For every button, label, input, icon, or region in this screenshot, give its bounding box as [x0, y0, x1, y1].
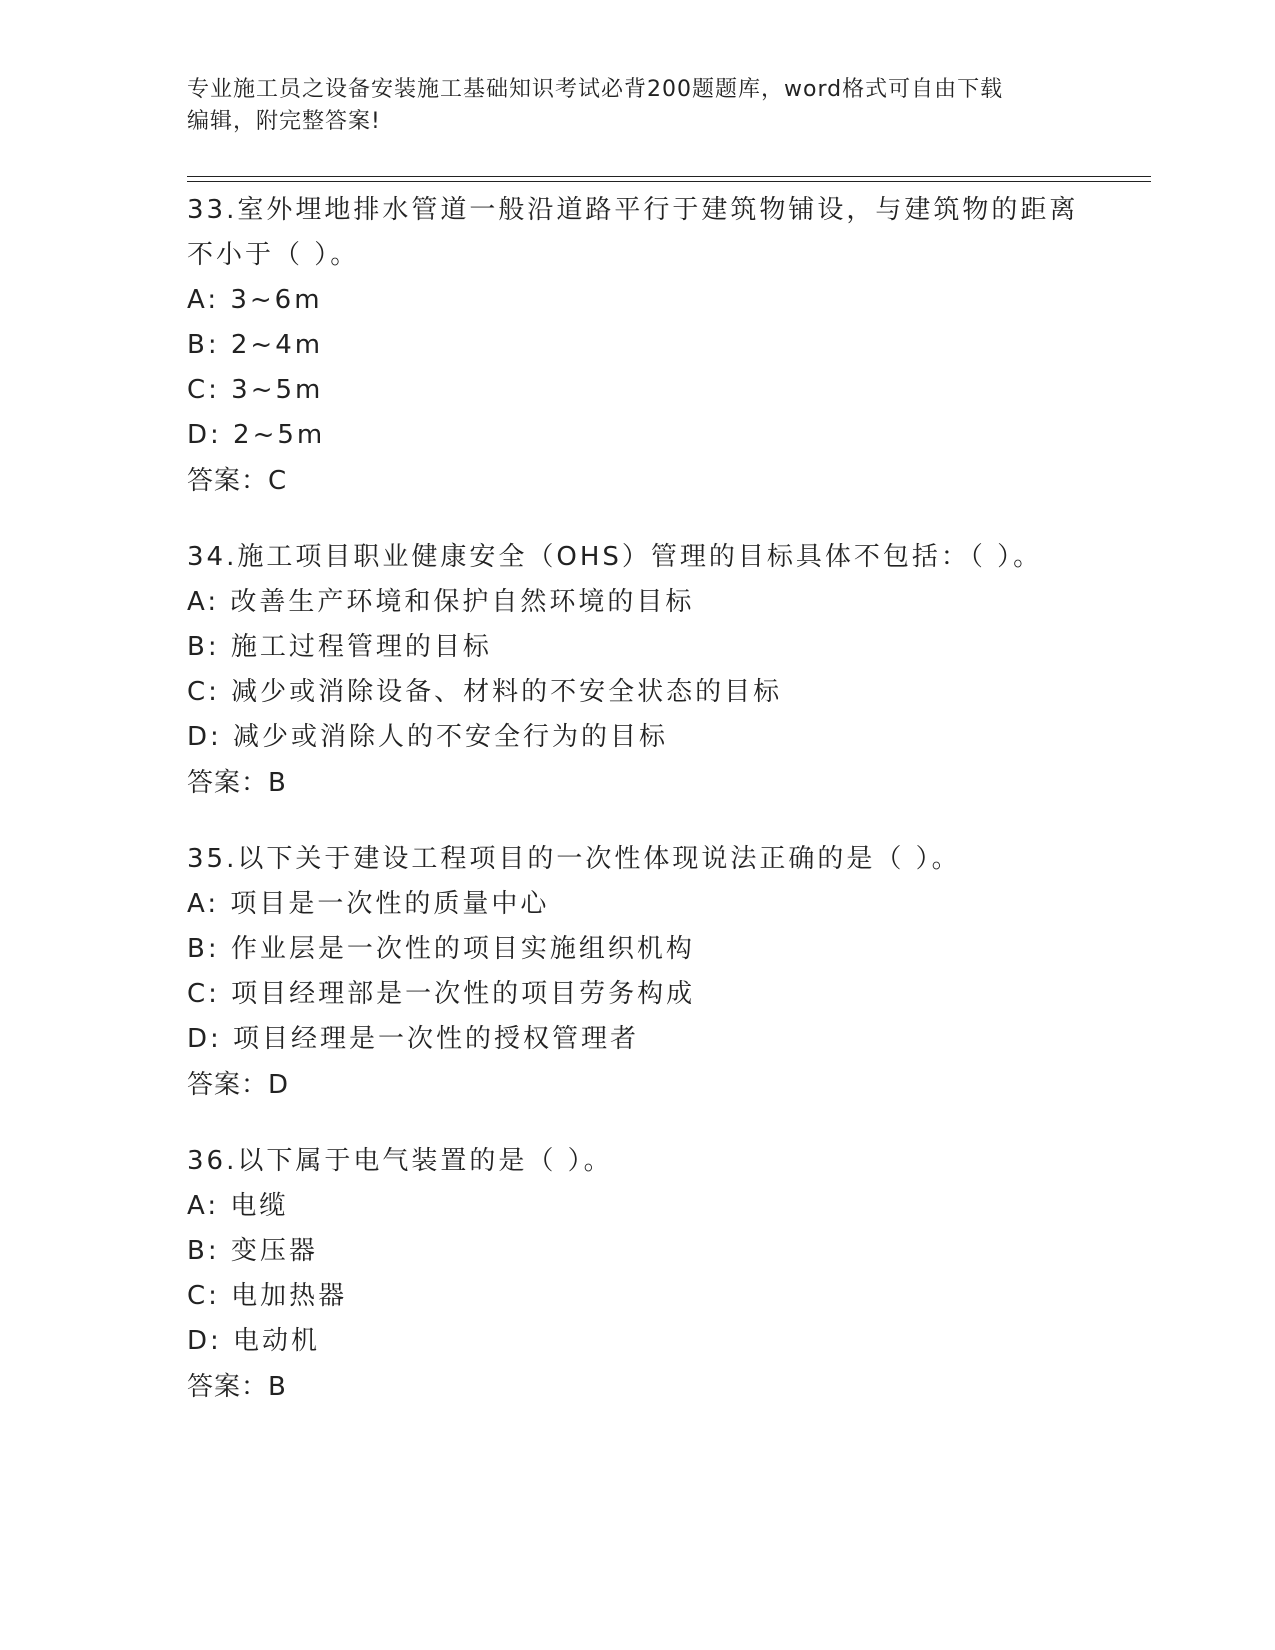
header-divider-bottom [187, 181, 1151, 182]
question-35 [187, 837, 1147, 1108]
header-line-1: 专业施工员之设备安装施工基础知识考试必背200题题库，word格式可自由下载 [187, 77, 1004, 102]
option-d: D: 电动机 [187, 1326, 321, 1356]
option-a: A: 电缆 [187, 1191, 289, 1221]
answer: 答案：C [187, 466, 288, 496]
answer: 答案：B [187, 1372, 287, 1402]
question-stem: 36.以下属于电气装置的是（ ）。 [187, 1146, 613, 1176]
option-b: B: 施工过程管理的目标 [187, 632, 492, 662]
question-stem: 35.以下关于建设工程项目的一次性体现说法正确的是（ ）。 [187, 844, 961, 874]
option-b: B: 作业层是一次性的项目实施组织机构 [187, 934, 695, 964]
option-a: A: 项目是一次性的质量中心 [187, 889, 550, 919]
question-stem-continued: 不小于（ ）。 [187, 240, 360, 270]
header-divider-top [187, 176, 1151, 177]
option-d: D: 减少或消除人的不安全行为的目标 [187, 722, 669, 752]
answer: 答案：D [187, 1070, 290, 1100]
option-b: B: 2~4m [187, 330, 324, 360]
option-c: C: 3~5m [187, 375, 324, 405]
question-34 [187, 535, 1147, 806]
question-36 [187, 1139, 1147, 1410]
question-stem: 34.施工项目职业健康安全（OHS）管理的目标具体不包括：（ ）。 [187, 542, 1043, 572]
option-a: A: 改善生产环境和保护自然环境的目标 [187, 587, 695, 617]
question-stem: 33.室外埋地排水管道一般沿道路平行于建筑物铺设，与建筑物的距离 [187, 195, 1079, 225]
document-header [187, 74, 1087, 138]
option-c: C: 电加热器 [187, 1281, 348, 1311]
answer: 答案：B [187, 768, 287, 798]
option-c: C: 项目经理部是一次性的项目劳务构成 [187, 979, 696, 1009]
question-list [187, 188, 1147, 1441]
option-c: C: 减少或消除设备、材料的不安全状态的目标 [187, 677, 783, 707]
question-33 [187, 188, 1147, 504]
option-b: B: 变压器 [187, 1236, 318, 1266]
header-line-2: 编辑，附完整答案! [187, 109, 381, 134]
option-a: A: 3~6m [187, 285, 323, 315]
option-d: D: 2~5m [187, 420, 326, 450]
option-d: D: 项目经理是一次性的授权管理者 [187, 1024, 640, 1054]
